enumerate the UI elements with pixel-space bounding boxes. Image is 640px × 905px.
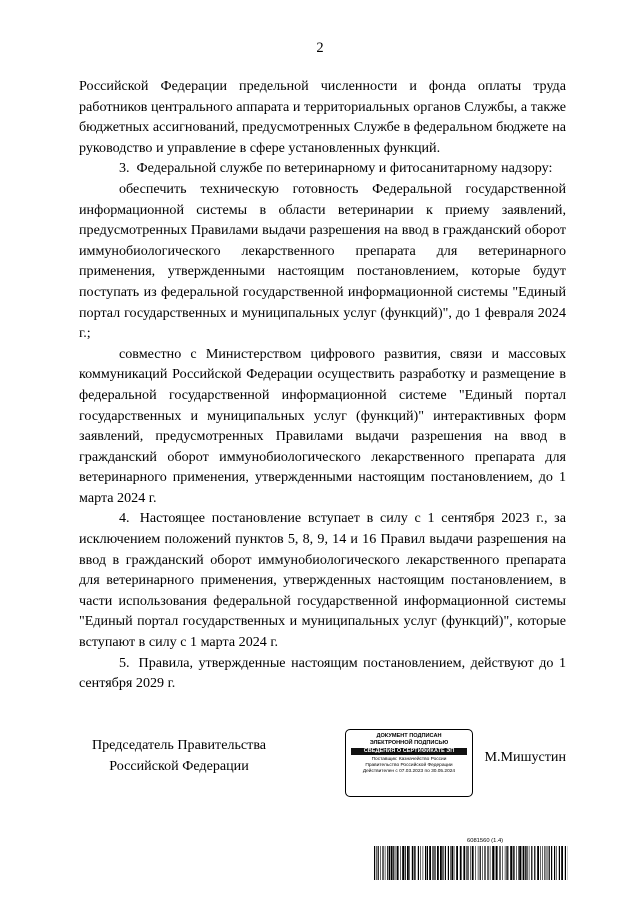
paragraph-item-5: [79, 653, 566, 694]
barcode-bar: [502, 846, 503, 880]
barcode-bar: [415, 846, 416, 880]
barcode-bar: [470, 846, 471, 880]
barcode-bar: [526, 846, 527, 880]
barcode-bar: [445, 846, 446, 880]
barcode-bar: [499, 846, 500, 880]
barcode-bar: [374, 846, 375, 880]
barcode-bar: [551, 846, 552, 880]
barcode-bar: [565, 846, 566, 880]
barcode-bar: [496, 846, 498, 880]
barcode-bar: [472, 846, 474, 880]
barcode-bar: [510, 846, 512, 880]
barcode-bar: [382, 846, 383, 880]
barcode-bar: [519, 846, 521, 880]
stamp-issuer: Поставщик: Казначейство России: [371, 757, 447, 762]
barcode-bar: [554, 846, 555, 880]
barcode-bar: [484, 846, 485, 880]
barcode-bar: [487, 846, 488, 880]
barcode-bar: [466, 846, 467, 880]
barcode-bar: [425, 846, 426, 880]
barcode-bar: [412, 846, 413, 880]
paragraph-item-3: [79, 158, 566, 179]
barcode-bar: [429, 846, 431, 880]
barcode-bar: [380, 846, 381, 880]
barcode-bar: [400, 846, 401, 880]
barcode-bar: [525, 846, 526, 880]
barcode-bar: [376, 846, 377, 880]
barcode-bar: [475, 846, 476, 880]
item-text: Правила, утвержденные настоящим постановлением, действуют до 1 сентября 2029 г.: [79, 654, 566, 692]
barcode-bar: [529, 846, 530, 880]
barcode-bar: [450, 846, 451, 880]
barcode-bar: [427, 846, 428, 880]
barcode-bar: [490, 846, 491, 880]
barcode-bar: [448, 846, 449, 880]
barcode-bar: [518, 846, 519, 880]
electronic-signature-stamp: [345, 729, 473, 797]
barcode-bar: [435, 846, 436, 880]
item-number: 3.: [119, 160, 130, 177]
barcode-bar: [391, 846, 393, 880]
barcode-bar: [492, 846, 494, 880]
stamp-owner: Правительство Российской Федерации: [365, 763, 453, 769]
barcode-bar: [433, 846, 434, 880]
document-body: [79, 76, 566, 694]
barcode-bar: [442, 846, 443, 880]
barcode-bar: [544, 846, 545, 880]
barcode-bar: [561, 846, 563, 880]
stamp-title-line-2: ЭЛЕКТРОННОЙ ПОДПИСЬЮ: [369, 740, 449, 746]
barcode-bar: [480, 846, 481, 880]
barcode-bar: [423, 846, 424, 880]
barcode-bar: [463, 846, 465, 880]
signatory-name: М.Мишустин: [484, 749, 566, 765]
barcode-bar: [549, 846, 550, 880]
barcode-bar: [402, 846, 404, 880]
barcode-bar: [505, 846, 506, 880]
barcode-bar: [468, 846, 469, 880]
item-text: Федеральной службе по ветеринарному и фитосанитарному надзору:: [136, 160, 553, 177]
signatory-role: [79, 735, 279, 776]
page-number: 2: [316, 40, 324, 56]
barcode-bar: [414, 846, 415, 880]
barcode-bar: [534, 846, 535, 880]
barcode-bar: [482, 846, 483, 880]
paragraph-item-4: [79, 508, 566, 652]
barcode-bar: [432, 846, 433, 880]
barcode-bar: [389, 846, 390, 880]
barcode-bar: [546, 846, 547, 880]
barcode-bar: [440, 846, 442, 880]
barcode-bar: [522, 846, 523, 880]
stamp-certificate-heading: СВЕДЕНИЯ О СЕРТИФИКАТЕ ЭП: [351, 748, 467, 755]
barcode-bar: [418, 846, 419, 880]
barcode-bar: [437, 846, 439, 880]
barcode-bar: [559, 846, 560, 880]
item-text: Настоящее постановление вступает в силу с 1 сентября 2023 г., за исключением положений пунктов 5, 8, 9, 14 и 16 Правил выдачи разрешения на ввод в гражданский оборот иммунобиологического лекарственного препарата для ветеринарного применения, утвержденных настоящим постановлением, в части использования федеральной государственной информационной системы "Единый портал государственных и муниципальных услуг (функций)", которые вступают в силу с 1 марта 2024 г.: [79, 510, 566, 651]
barcode-bar: [547, 846, 548, 880]
signature-block: [79, 729, 566, 789]
barcode-label: 6081560 (1.4): [467, 838, 504, 844]
barcode-bar: [385, 846, 386, 880]
paragraph-item-3-task-2: совместно с Министерством цифрового развития, связи и массовых коммуникаций Российской Федерации осуществить разработку и размещение в федеральной государственной информационной системе "Единый портал государственных и муниципальных услуг (функций)" интерактивных форм заявлений, предусмотренных Правилами выдачи разрешения на ввод в гражданский оборот иммунобиологического лекарственного препарата для ветеринарного применения, утвержденными настоящим постановлением, до 1 марта 2024 г.: [79, 345, 566, 506]
barcode-bar: [378, 846, 379, 880]
barcode-bar: [460, 846, 462, 880]
stamp-validity: Действителен с 07.03.2023 по 30.05.2024: [362, 769, 456, 775]
item-number: 5.: [119, 654, 130, 671]
barcode-bar: [516, 846, 517, 880]
barcode-bar: [507, 846, 508, 880]
barcode-bar: [454, 846, 455, 880]
signatory-role-line-2: Российской Федерации: [109, 757, 249, 774]
barcode-bar: [542, 846, 543, 880]
paragraph-continuation: Российской Федерации предельной численности и фонда оплаты труда работников центрального аппарата и территориальных органов Службы, а также бюджетных ассигнований, предусмотренных Службе в федеральном бюджете на руководство и управление в сфере установленных функций.: [79, 78, 566, 156]
barcode-bar: [405, 846, 406, 880]
barcode-bar: [531, 846, 532, 880]
barcode-bar: [420, 846, 421, 880]
signatory-role-line-1: Председатель Правительства: [91, 737, 267, 753]
barcode-bar: [451, 846, 453, 880]
barcode-bar: [478, 846, 479, 880]
barcode-bar: [506, 846, 507, 880]
barcode-bar: [409, 846, 410, 880]
barcode-bar: [556, 846, 557, 880]
barcode-bar: [514, 846, 515, 880]
stamp-title-line-1: ДОКУМЕНТ ПОДПИСАН: [376, 733, 442, 739]
barcode-bar: [396, 846, 397, 880]
barcode-bar: [397, 846, 399, 880]
barcode-bar: [523, 846, 524, 880]
item-number: 4.: [119, 510, 130, 527]
barcode-bar: [387, 846, 388, 880]
barcode-bar: [540, 846, 541, 880]
barcode-bar: [407, 846, 409, 880]
barcode-bar: [537, 846, 539, 880]
barcode-bar: [393, 846, 394, 880]
barcode-bar: [513, 846, 514, 880]
barcode-image: [374, 846, 568, 880]
paragraph-item-3-task-1: обеспечить техническую готовность Федеральной государственной информационной системы в области ветеринарии к приему заявлений, предусмотренных Правилами выдачи разрешения на ввод в гражданский оборот иммунобиологического лекарственного препарата для ветеринарного применения, утвержденными настоящим постановлением, которые будут поступать из федеральной государственной информационной системы "Единый портал государственных и муниципальных услуг (функций)", до 1 февраля 2024 г.;: [79, 180, 566, 342]
barcode-bar: [495, 846, 496, 880]
barcode-bar: [456, 846, 458, 880]
